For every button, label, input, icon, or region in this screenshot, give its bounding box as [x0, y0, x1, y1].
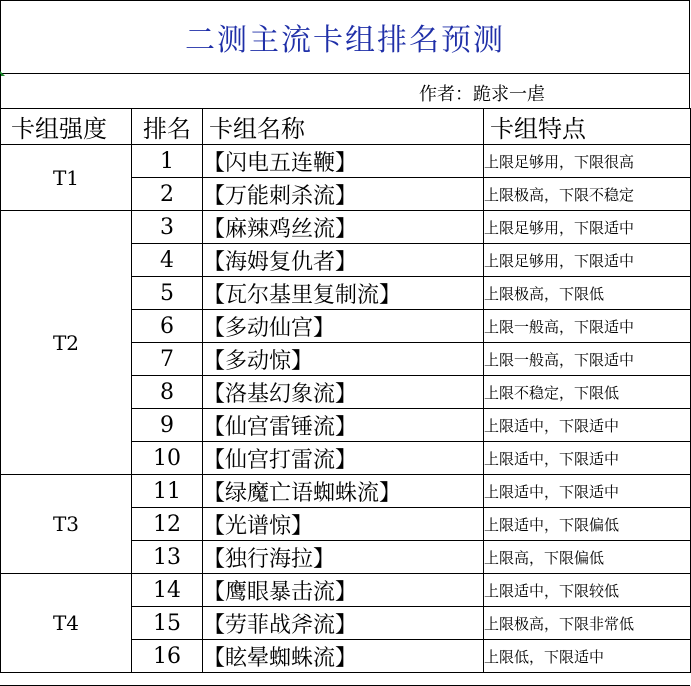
- rank-cell[interactable]: 10: [132, 442, 203, 475]
- tier-cell[interactable]: T1: [1, 145, 132, 211]
- deck-note-cell[interactable]: 上限足够用，下限很高: [484, 145, 691, 178]
- deck-name-cell[interactable]: 【闪电五连鞭】: [203, 145, 484, 178]
- header-tier[interactable]: 卡组强度: [1, 109, 132, 145]
- header-note[interactable]: 卡组特点: [484, 109, 691, 145]
- author-label: 作者：跪求一虐: [419, 84, 545, 105]
- deck-note-cell[interactable]: 上限适中，下限适中: [484, 442, 691, 475]
- rank-cell[interactable]: 7: [132, 343, 203, 376]
- deck-name-cell[interactable]: 【眩晕蜘蛛流】: [203, 640, 484, 673]
- rank-cell[interactable]: 5: [132, 277, 203, 310]
- deck-note-cell[interactable]: 上限极高，下限低: [484, 277, 691, 310]
- rank-cell[interactable]: 16: [132, 640, 203, 673]
- deck-note-cell[interactable]: 上限适中，下限适中: [484, 475, 691, 508]
- deck-note-cell[interactable]: 上限适中，下限偏低: [484, 508, 691, 541]
- deck-note-cell[interactable]: 上限适中，下限适中: [484, 409, 691, 442]
- table-row: [1, 145, 691, 178]
- table-row: [1, 475, 691, 508]
- header-row: [1, 109, 691, 145]
- deck-note-cell[interactable]: 上限不稳定，下限低: [484, 376, 691, 409]
- tier-cell[interactable]: T2: [1, 211, 132, 475]
- deck-name-cell[interactable]: 【绿魔亡语蜘蛛流】: [203, 475, 484, 508]
- rank-cell[interactable]: 1: [132, 145, 203, 178]
- table-row: [1, 574, 691, 607]
- tier-cell[interactable]: T3: [1, 475, 132, 574]
- title-cell[interactable]: [0, 0, 690, 74]
- rank-cell[interactable]: 4: [132, 244, 203, 277]
- deck-name-cell[interactable]: 【洛基幻象流】: [203, 376, 484, 409]
- deck-note-cell[interactable]: 上限高，下限偏低: [484, 541, 691, 574]
- deck-name-cell[interactable]: 【多动惊】: [203, 343, 484, 376]
- deck-name-cell[interactable]: 【鹰眼暴击流】: [203, 574, 484, 607]
- rank-cell[interactable]: 6: [132, 310, 203, 343]
- deck-note-cell[interactable]: 上限足够用，下限适中: [484, 211, 691, 244]
- rank-cell[interactable]: 8: [132, 376, 203, 409]
- deck-note-cell[interactable]: 上限一般高，下限适中: [484, 310, 691, 343]
- deck-name-cell[interactable]: 【海姆复仇者】: [203, 244, 484, 277]
- deck-note-cell[interactable]: 上限一般高，下限适中: [484, 343, 691, 376]
- rank-cell[interactable]: 14: [132, 574, 203, 607]
- deck-note-cell[interactable]: 上限极高，下限不稳定: [484, 178, 691, 211]
- deck-name-cell[interactable]: 【独行海拉】: [203, 541, 484, 574]
- page-title: 二测主流卡组排名预测: [185, 23, 505, 58]
- rank-cell[interactable]: 12: [132, 508, 203, 541]
- rank-cell[interactable]: 3: [132, 211, 203, 244]
- deck-name-cell[interactable]: 【光谱惊】: [203, 508, 484, 541]
- author-cell[interactable]: [0, 74, 690, 108]
- deck-name-cell[interactable]: 【麻辣鸡丝流】: [203, 211, 484, 244]
- tier-cell[interactable]: T4: [1, 574, 132, 673]
- deck-name-cell[interactable]: 【瓦尔基里复制流】: [203, 277, 484, 310]
- header-name[interactable]: 卡组名称: [203, 109, 484, 145]
- deck-name-cell[interactable]: 【劳菲战斧流】: [203, 607, 484, 640]
- deck-name-cell[interactable]: 【多动仙宫】: [203, 310, 484, 343]
- table-row: [1, 211, 691, 244]
- rank-cell[interactable]: 15: [132, 607, 203, 640]
- deck-note-cell[interactable]: 上限低，下限适中: [484, 640, 691, 673]
- deck-name-cell[interactable]: 【万能刺杀流】: [203, 178, 484, 211]
- rank-cell[interactable]: 2: [132, 178, 203, 211]
- deck-note-cell[interactable]: 上限足够用，下限适中: [484, 244, 691, 277]
- deck-name-cell[interactable]: 【仙宫雷锤流】: [203, 409, 484, 442]
- rank-cell[interactable]: 11: [132, 475, 203, 508]
- rank-cell[interactable]: 9: [132, 409, 203, 442]
- deck-name-cell[interactable]: 【仙宫打雷流】: [203, 442, 484, 475]
- table-body: [1, 145, 691, 673]
- deck-note-cell[interactable]: 上限适中，下限较低: [484, 574, 691, 607]
- deck-note-cell[interactable]: 上限极高，下限非常低: [484, 607, 691, 640]
- rank-cell[interactable]: 13: [132, 541, 203, 574]
- header-rank[interactable]: 排名: [132, 109, 203, 145]
- deck-ranking-table: [0, 108, 691, 673]
